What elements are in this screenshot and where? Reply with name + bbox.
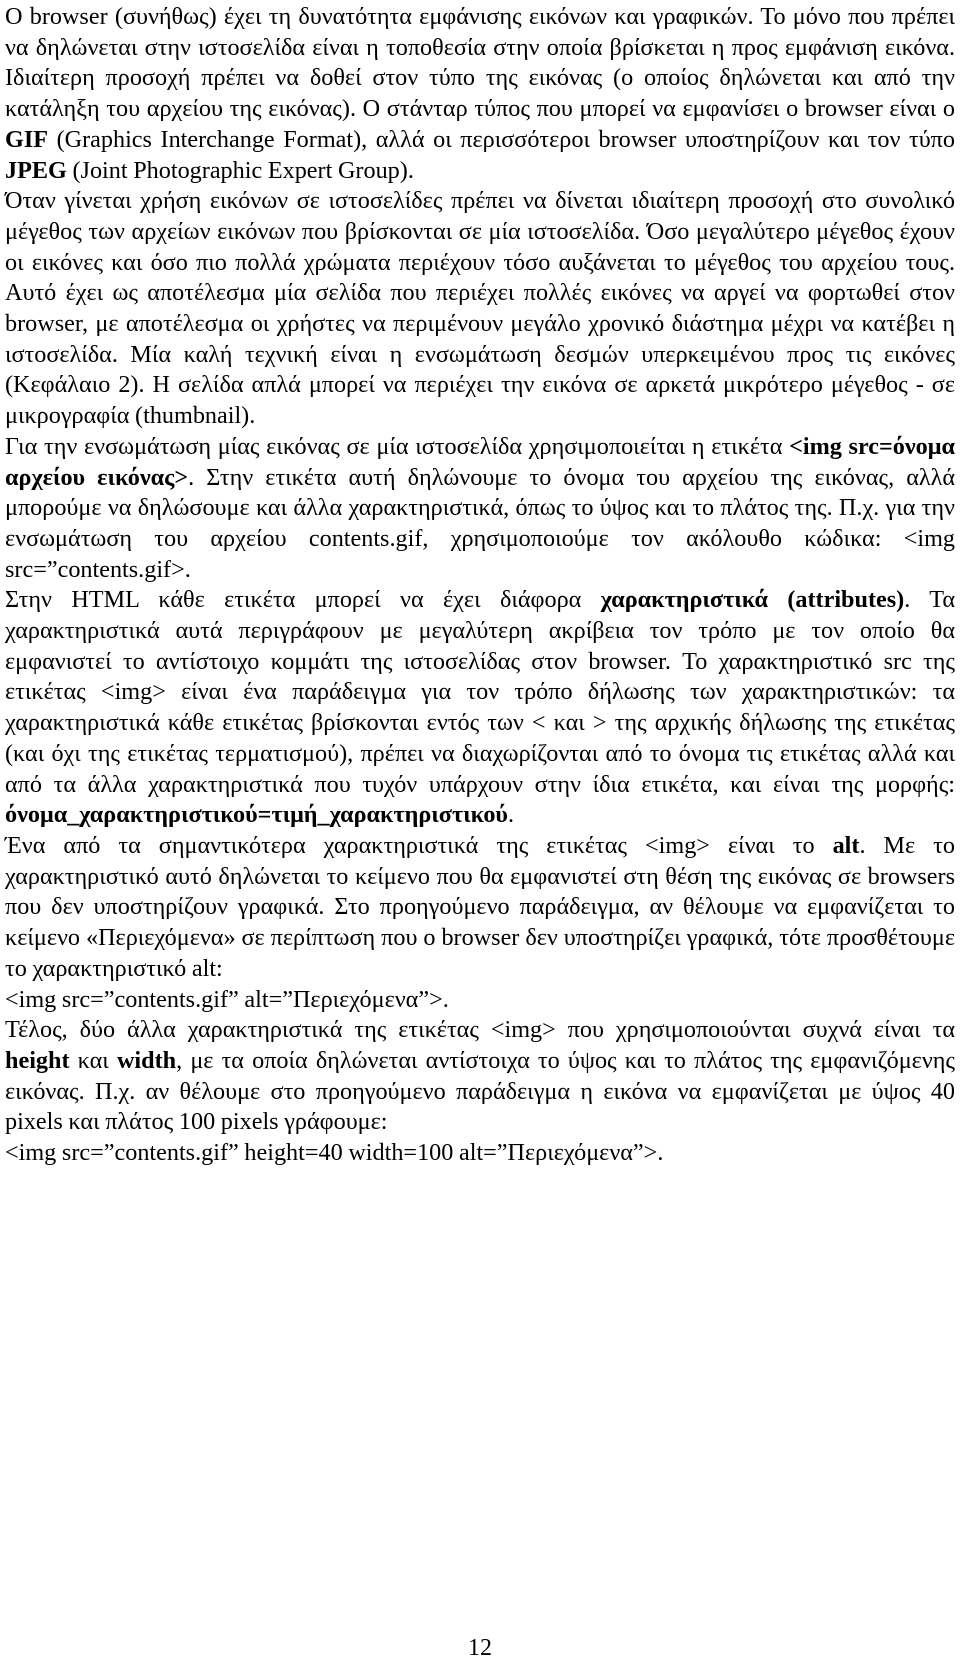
bold-text: <img src=όνομα αρχείου εικόνας> [5, 432, 955, 491]
paragraph-p5 [5, 831, 955, 985]
body-text: Ένα από τα σημαντικότερα χαρακτηριστικά της ετικέτας <img> είναι το [5, 831, 833, 859]
bold-text: όνομα_χαρακτηριστικού=τιμή_χαρακτηριστικού [5, 801, 508, 829]
paragraph-p4 [5, 585, 955, 831]
paragraph-p7 [5, 1015, 955, 1138]
body-text: . Τα χαρακτηριστικά αυτά περιγράφουν με μεγαλύτερη ακρίβεια τον τρόπο με τον οποίο θα εμφανιστεί το αντίστοιχο κομμάτι της ιστοσελίδας στον browser. Το χαρακτηριστικό src της ετικέτας <img> είναι ένα παράδειγμα για τον τρόπο δήλωσης των χαρακτηριστικών: τα χαρακτηριστικά κάθε ετικέτας βρίσκονται εντός των < και > της αρχικής δήλωσης της ετικέτας (και όχι της ετικέτας τερματισμού), πρέπει να διαχωρίζονται από το όνομα τις ετικέτας αλλά και από τα άλλα χαρακτηριστικά που τυχόν υπάρχουν στην ίδια ετικέτα, και είναι της μορφής: [5, 586, 955, 798]
bold-text: GIF [5, 125, 49, 153]
bold-text: width [116, 1046, 177, 1074]
body-text: (Joint Photographic Expert Group). [66, 156, 414, 184]
paragraph-p8 [5, 1138, 955, 1169]
body-text: Για την ενσωμάτωση μίας εικόνας σε μία ιστοσελίδα χρησιμοποιείται η ετικέτα [5, 432, 790, 460]
body-text: <img src=”contents.gif” height=40 width=100 alt=”Περιεχόμενα”>. [5, 1139, 664, 1167]
bold-text: alt [832, 831, 860, 859]
body-text: O browser (συνήθως) έχει τη δυνατότητα εμφάνισης εικόνων και γραφικών. Το μόνο που πρέπει να δηλώνεται στην ιστοσελίδα είναι η τοποθεσία στην οποία βρίσκεται η προς εμφάνιση εικόνα. Ιδιαίτερη προσοχή πρέπει να δοθεί στον τύπο της εικόνας (ο οποίος δηλώνεται και από την κατάληξη του αρχείου της εικόνας). Ο στάνταρ τύπος που μπορεί να εμφανίσει ο browser είναι ο [5, 3, 955, 123]
paragraph-p6 [5, 985, 955, 1016]
body-text: Τέλος, δύο άλλα χαρακτηριστικά της ετικέτας <img> που χρησιμοποιούνται συχνά είναι τα [5, 1016, 955, 1044]
body-text: και [69, 1046, 117, 1074]
body-text: Στην HTML κάθε ετικέτα μπορεί να έχει διάφορα [5, 586, 601, 614]
body-text: , με τα οποία δηλώνεται αντίστοιχα το ύψος και το πλάτος της εμφανιζόμενης εικόνας. Π.χ. αν θέλουμε στο προηγούμενο παράδειγμα η εικόνα να εμφανίζεται με ύψος 40 pixels και πλάτος 100 pixels γράφουμε: [5, 1046, 955, 1136]
body-text: . Στην ετικέτα αυτή δηλώνουμε το όνομα του αρχείου της εικόνας, αλλά μπορούμε να δηλώσουμε και άλλα χαρακτηριστικά, όπως το ύψος και το πλάτος της. Π.χ. για την ενσωμάτωση του αρχείου contents.gif, χρησιμοποιούμε τον ακόλουθο κώδικα: <img src=”contents.gif>. [5, 463, 955, 583]
body-text: . Με το χαρακτηριστικό αυτό δηλώνεται το κείμενο που θα εμφανιστεί στη θέση της εικόνας σε browsers που δεν υποστηρίζουν γραφικά. Στο προηγούμενο παράδειγμα, αν θέλουμε να εμφανίζεται το κείμενο «Περιεχόμενα» σε περίπτωση που ο browser δεν υποστηρίζει γραφικά, τότε προσθέτουμε το χαρακτηριστικό alt: [5, 831, 955, 982]
document-body [5, 2, 955, 1169]
paragraph-p3 [5, 432, 955, 586]
body-text: (Graphics Interchange Format), αλλά οι περισσότεροι browser υποστηρίζουν και τον τύπο [48, 125, 955, 153]
paragraph-p1 [5, 2, 955, 186]
document-page [5, 2, 955, 1169]
body-text: <img src=”contents.gif” alt=”Περιεχόμενα”>. [5, 985, 449, 1013]
page-number: 12 [468, 1635, 492, 1661]
bold-text: JPEG [5, 156, 67, 184]
bold-text: χαρακτηριστικά (attributes) [600, 586, 905, 614]
body-text: . [508, 801, 515, 829]
body-text: Όταν γίνεται χρήση εικόνων σε ιστοσελίδες πρέπει να δίνεται ιδιαίτερη προσοχή στο συνολικό μέγεθος των αρχείων εικόνων που βρίσκονται σε μία ιστοσελίδα. Όσο μεγαλύτερο μέγεθος έχουν οι εικόνες και όσο πιο πολλά χρώματα περιέχουν τόσο αυξάνεται το μέγεθος του αρχείου τους. Αυτό έχει ως αποτέλεσμα μία σελίδα που περιέχει πολλές εικόνες να αργεί να φορτωθεί στον browser, με αποτέλεσμα οι χρήστες να περιμένουν μεγάλο χρονικό διάστημα μέχρι να κατέβει η ιστοσελίδα. Μία καλή τεχνική είναι η ενσωμάτωση δεσμών υπερκειμένου προς τις εικόνες (Κεφάλαιο 2). Η σελίδα απλά μπορεί να περιέχει την εικόνα σε αρκετά μικρότερο μέγεθος - σε μικρογραφία (thumbnail). [5, 187, 955, 430]
paragraph-p2 [5, 186, 955, 432]
bold-text: height [5, 1046, 70, 1074]
